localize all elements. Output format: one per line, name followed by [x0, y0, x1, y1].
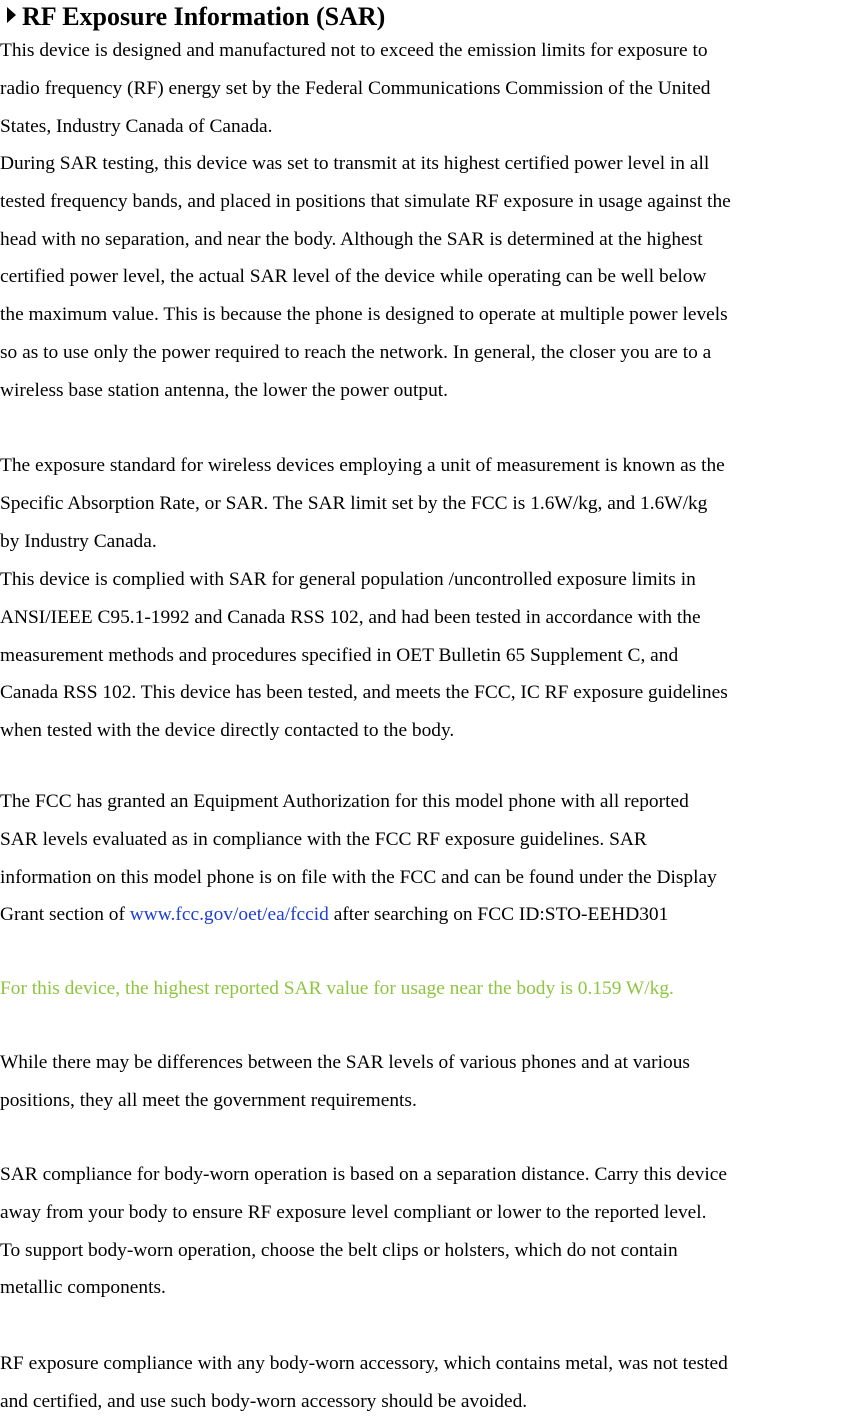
text-line: head with no separation, and near the body. Although the SAR is determined at the highest [0, 228, 703, 250]
text-line: certified power level, the actual SAR level of the device while operating can be well below [0, 266, 707, 288]
highlight-sar-value [0, 970, 862, 1008]
paragraph-body-worn [0, 1156, 862, 1307]
text-line: This device is complied with SAR for general population /uncontrolled exposure limits in [0, 569, 696, 590]
highlight-text: For this device, the highest reported SAR value for usage near the body is 0.159 W/kg. [0, 978, 674, 999]
paragraph-fcc-authorization [0, 783, 862, 934]
text-line: tested frequency bands, and placed in positions that simulate RF exposure in usage against the [0, 190, 731, 212]
text-line: positions, they all meet the government requirements. [0, 1089, 417, 1111]
text-line: States, Industry Canada of Canada. [0, 115, 273, 137]
text-line: wireless base station antenna, the lower the power output. [0, 379, 449, 401]
fcc-id-link[interactable]: www.fcc.gov/oet/ea/fccid [129, 904, 329, 926]
text-line: RF exposure compliance with any body-worn accessory, which contains metal, was not tested [0, 1353, 728, 1374]
section-title [7, 0, 385, 34]
grant-suffix: after searching on FCC ID:STO-EEHD301 [333, 904, 669, 926]
text-line: away from your body to ensure RF exposure level compliant or lower to the reported level. [0, 1201, 707, 1223]
text-line: SAR levels evaluated as in compliance with the FCC RF exposure guidelines. SAR [0, 828, 647, 850]
text-line: Canada RSS 102. This device has been tested, and meets the FCC, IC RF exposure guidelines [0, 682, 728, 704]
text-line: when tested with the device directly contacted to the body. [0, 720, 455, 742]
text-line: the maximum value. This is because the phone is designed to operate at multiple power levels [0, 304, 728, 326]
paragraph-accessory [0, 1345, 862, 1421]
text-line: ANSI/IEEE C95.1-1992 and Canada RSS 102, and had been tested in accordance with the [0, 606, 701, 628]
text-line: Specific Absorption Rate, or SAR. The SAR limit set by the FCC is 1.6W/kg, and 1.6W/kg [0, 492, 708, 514]
text-line [0, 896, 862, 934]
paragraph-exposure-standard [0, 447, 862, 560]
text-line: During SAR testing, this device was set to transmit at its highest certified power level in all [0, 153, 710, 174]
paragraph-sar-testing [0, 145, 862, 410]
text-line: The FCC has granted an Equipment Authorization for this model phone with all reported [0, 791, 689, 812]
text-line: This device is designed and manufactured not to exceed the emission limits for exposure to [0, 40, 708, 61]
text-line: metallic components. [0, 1277, 166, 1299]
bullet-triangle-icon [7, 7, 16, 23]
text-line: by Industry Canada. [0, 530, 157, 552]
text-line: The exposure standard for wireless devices employing a unit of measurement is known as the [0, 455, 725, 476]
text-line: measurement methods and procedures specified in OET Bulletin 65 Supplement C, and [0, 644, 679, 666]
text-line: While there may be differences between the SAR levels of various phones and at various [0, 1052, 690, 1073]
text-line: and certified, and use such body-worn accessory should be avoided. [0, 1390, 528, 1412]
paragraph-differences [0, 1044, 862, 1120]
text-line: SAR compliance for body-worn operation is based on a separation distance. Carry this device [0, 1164, 727, 1185]
grant-prefix: Grant section of [0, 904, 125, 926]
text-line: information on this model phone is on file with the FCC and can be found under the Display [0, 866, 717, 888]
section-title-text: RF Exposure Information (SAR) [22, 2, 386, 31]
text-line: To support body-worn operation, choose the belt clips or holsters, which do not contain [0, 1239, 678, 1261]
paragraph-compliance [0, 561, 862, 750]
paragraph-intro [0, 32, 862, 145]
text-line: so as to use only the power required to reach the network. In general, the closer you are to a [0, 341, 712, 363]
text-line: radio frequency (RF) energy set by the Federal Communications Commission of the United [0, 77, 711, 99]
